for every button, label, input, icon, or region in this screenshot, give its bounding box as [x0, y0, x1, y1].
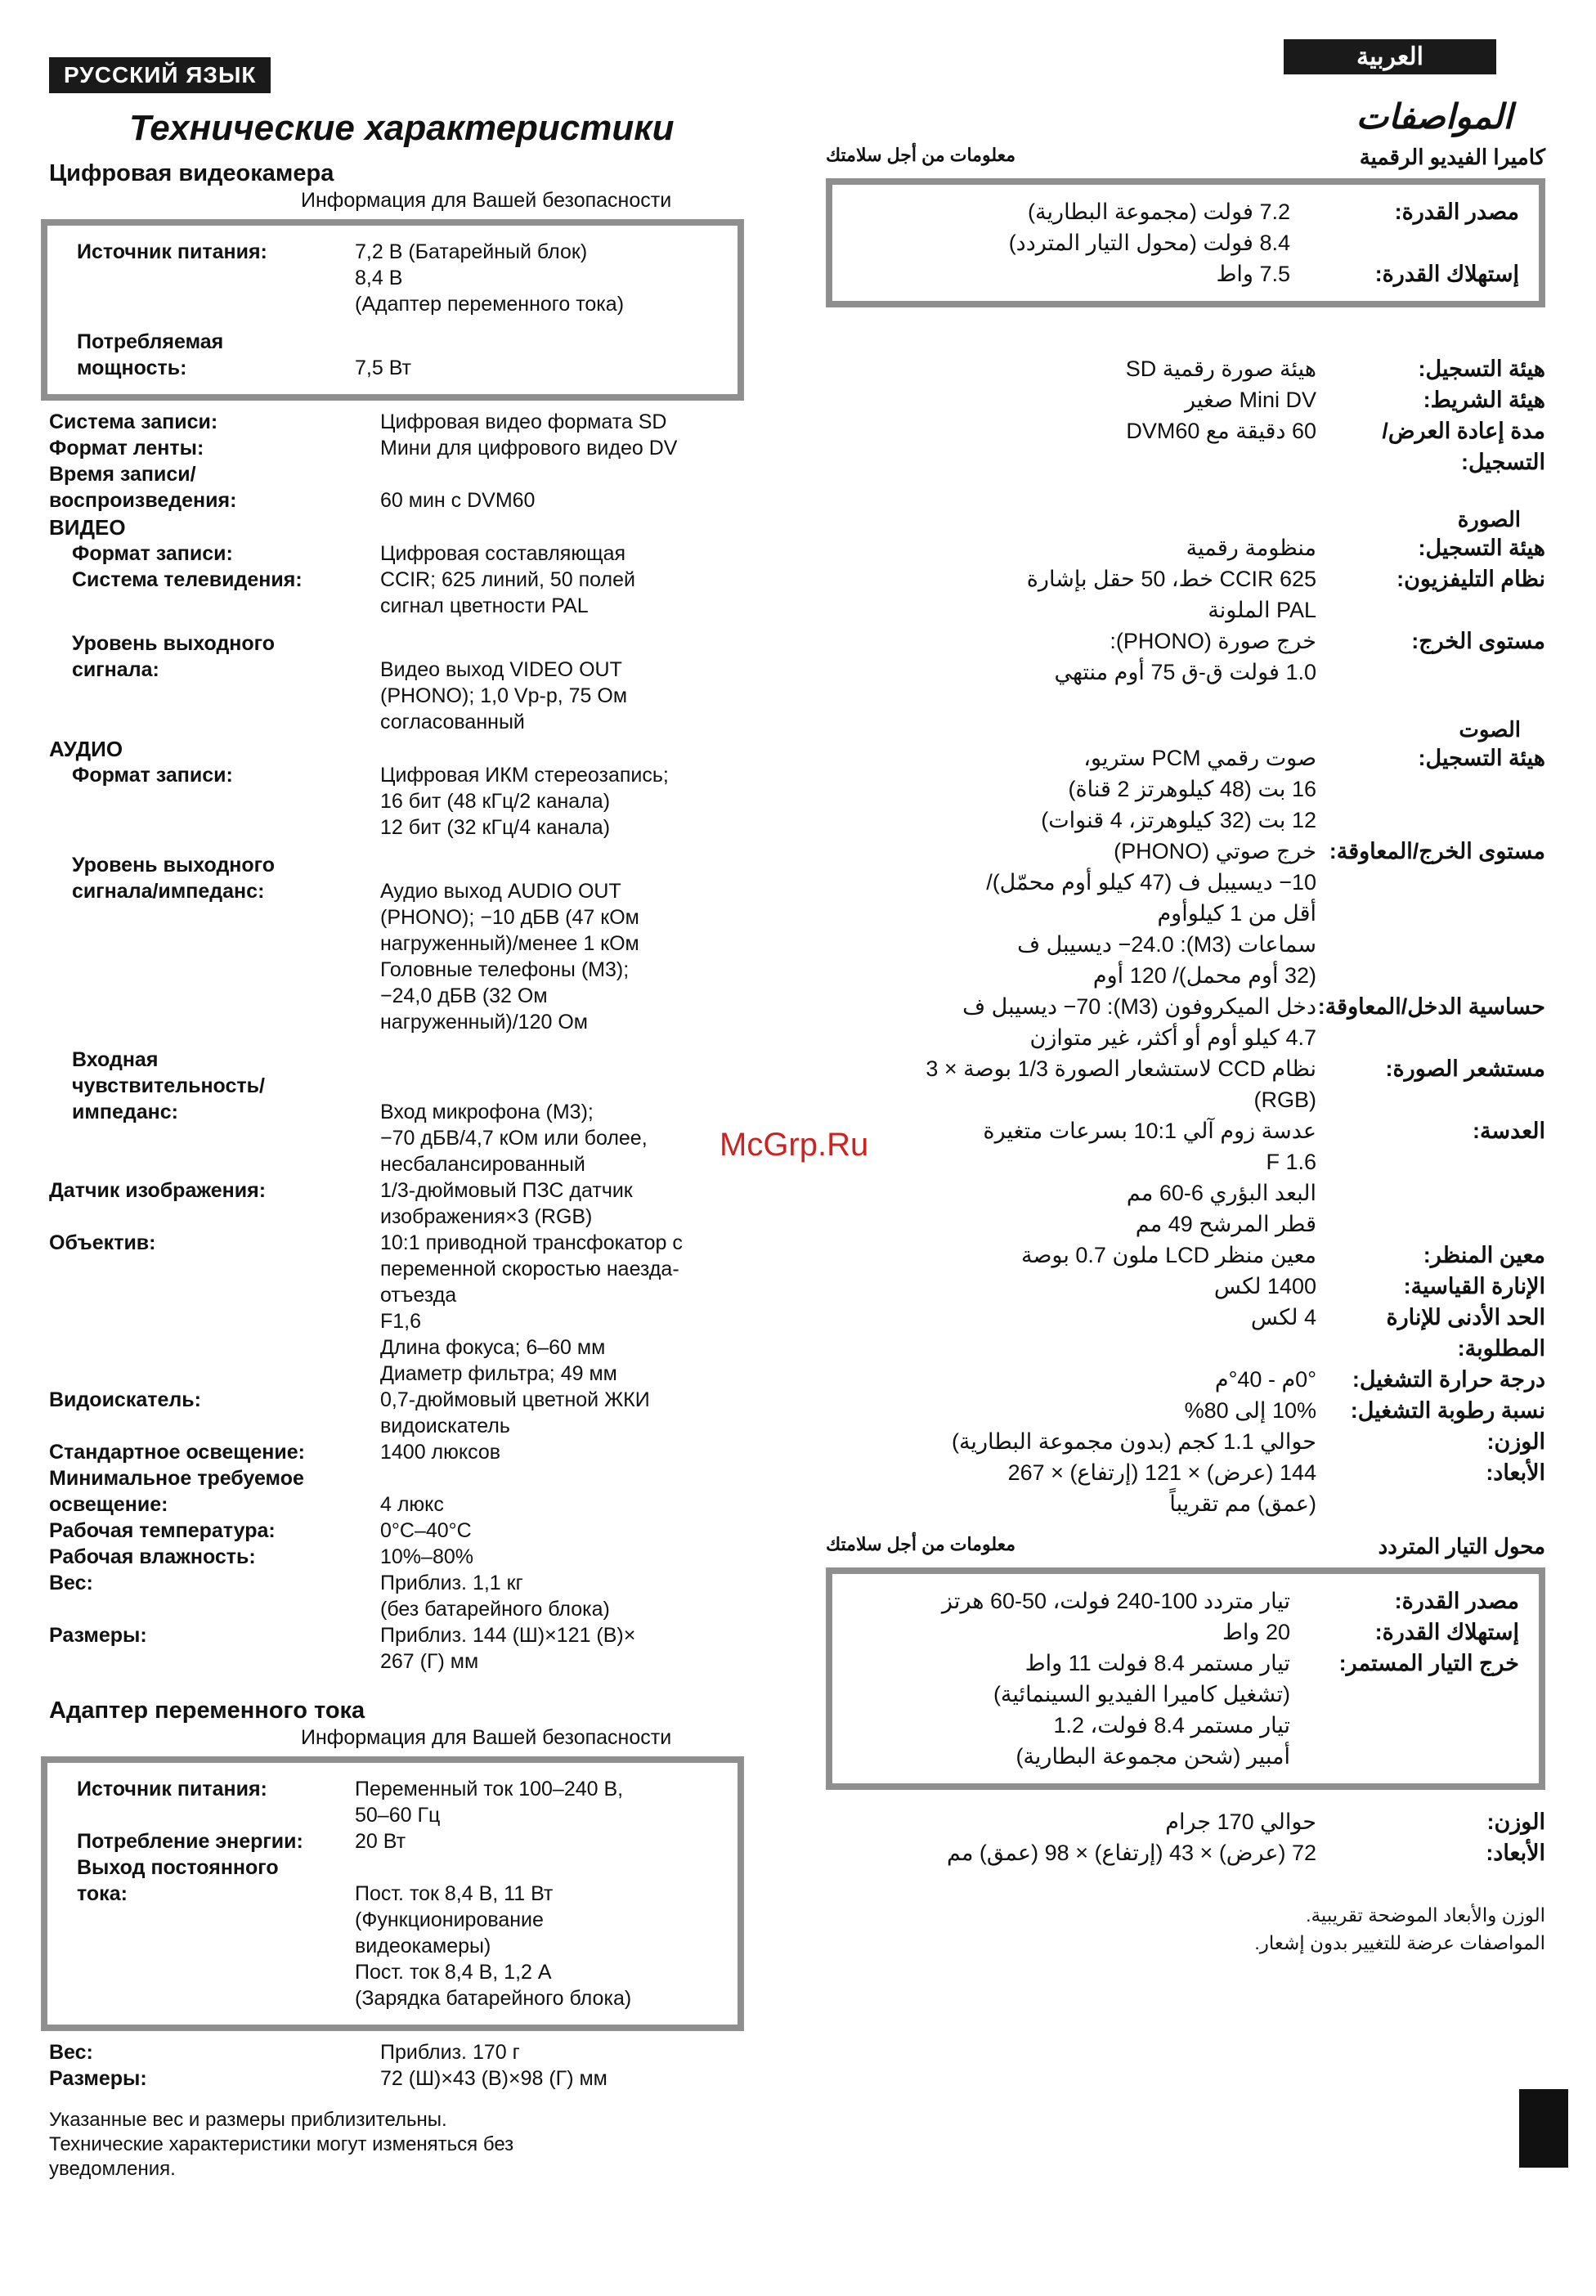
- adapter-safety-box-arabic: [826, 1567, 1545, 1790]
- spec-value: 1400 لكس: [1213, 1274, 1316, 1298]
- spec-row: [49, 2039, 744, 2065]
- spec-row: [826, 1395, 1545, 1426]
- spec-row: [826, 384, 1545, 415]
- spec-label: Входная чувствительность/ импеданс:: [72, 1048, 265, 1123]
- spec-row: [49, 1230, 744, 1387]
- russian-column: [49, 57, 744, 2182]
- spec-value: Видео выход VIDEO OUT (PHONO); 1,0 Vp-p, 75 Ом согласованный: [380, 658, 628, 733]
- spec-label: الإنارة القياسية:: [1403, 1274, 1545, 1298]
- spec-value: Mini DV صغير: [1184, 388, 1316, 412]
- spec-label: Рабочая влажность:: [49, 1545, 256, 1568]
- spec-row: [826, 1457, 1545, 1519]
- adapter-section-title: Адаптер переменного тока: [49, 1697, 365, 1724]
- arabic-camera-header: [826, 145, 1545, 170]
- footnote-arabic: الوزن والأبعاد الموضحة تقريبية. المواصفات عرضة للتغيير بدون إشعار.: [1254, 1904, 1545, 1953]
- spec-label: Система записи:: [49, 410, 218, 433]
- spec-value: 1400 люксов: [380, 1441, 501, 1464]
- safety-note-arabic: معلومات من أجل سلامتك: [826, 145, 1016, 165]
- spec-value: 4 لكس: [1250, 1305, 1316, 1330]
- spec-row: [826, 415, 1545, 478]
- spec-row: [826, 1426, 1545, 1457]
- spec-label: Время записи/ воспроизведения:: [49, 463, 237, 512]
- spec-row: [49, 1439, 744, 1465]
- spec-label: Потребляемая мощность:: [77, 330, 224, 379]
- spec-label: هيئة الشريط:: [1423, 388, 1545, 412]
- video-heading-arabic: الصورة: [1457, 507, 1521, 531]
- language-tag-arabic: العربية: [1284, 39, 1496, 74]
- spec-value: 7.2 فولت (مجموعة البطارية) 8.4 فولت (محول التيار المتردد): [1008, 200, 1290, 255]
- spec-value: Мини для цифрового видео DV: [380, 437, 678, 460]
- adapter-section-title-arabic: محول التيار المتردد: [1378, 1534, 1545, 1558]
- spec-row: [49, 1177, 744, 1230]
- spec-label: Объектив:: [49, 1231, 156, 1254]
- spec-label: مصدر القدرة:: [1394, 1589, 1519, 1613]
- spec-value: Приблиз. 170 г: [380, 2041, 520, 2064]
- spec-row: [826, 1837, 1545, 1868]
- spec-value: حوالي 1.1 كجم (بدون مجموعة البطارية): [951, 1429, 1316, 1454]
- adapter-safety-note: Информация для Вашей безопасности: [301, 1726, 672, 1749]
- spec-label: حساسية الدخل/المعاوقة:: [1317, 994, 1545, 1019]
- spec-row: [49, 1544, 744, 1570]
- spec-value: 72 (عرض) × 43 (إرتفاع) × 98 (عمق) مم: [946, 1841, 1316, 1865]
- spec-value: 60 دقيقة مع DVM60: [1126, 419, 1316, 443]
- spec-row: [49, 762, 744, 841]
- spec-row: [852, 1617, 1519, 1648]
- spec-value: صوت رقمي PCM ستريو، 16 بت (48 كيلوهرتز 2 قناة) 12 بت (32 كيلوهرتز، 4 قنوات): [1041, 746, 1316, 832]
- arabic-column: [826, 39, 1545, 1957]
- spec-label: هيئة التسجيل:: [1418, 536, 1545, 560]
- safety-note: Информация для Вашей безопасности: [301, 189, 672, 212]
- spec-value: 1/3-дюймовый ПЗС датчик изображения×3 (RGB): [380, 1179, 633, 1228]
- spec-label: إستهلاك القدرة:: [1374, 1620, 1519, 1644]
- spec-value: عدسة زوم آلي 10:1 بسرعات متغيرة F 1.6 البعد البؤري 6-60 مم قطر المرشح 49 مم: [983, 1119, 1316, 1236]
- spec-value: معين منظر LCD ملون 0.7 بوصة: [1021, 1243, 1316, 1267]
- spec-row: [49, 567, 744, 619]
- safety-box: [41, 219, 744, 401]
- spec-label: الأبعاد:: [1486, 1841, 1545, 1865]
- spec-label: Формат записи:: [72, 542, 233, 565]
- spec-label: Источник питания:: [77, 240, 267, 263]
- spec-label: هيئة التسجيل:: [1418, 746, 1545, 770]
- spec-value: CCIR; 625 линий, 50 полей сигнал цветности PAL: [380, 568, 635, 617]
- spec-row: [826, 626, 1545, 688]
- spec-label: Минимальное требуемое освещение:: [49, 1467, 304, 1516]
- spec-value: 7,5 Вт: [355, 357, 411, 379]
- spec-label: مستوى الخرج/المعاوقة:: [1329, 839, 1545, 863]
- spec-row: [826, 1053, 1545, 1115]
- spec-label: Потребление энергии:: [77, 1830, 303, 1853]
- spec-label: Размеры:: [49, 1624, 147, 1647]
- spec-value: خرج صوتي (PHONO) ‎−10 ديسيبل ف (47 كيلو أوم محمّل)/ أقل من 1 كيلوأوم سماعات (M3): ‎−24.0 ديسيبل ف (32 أوم محمل)/ 120 أوم: [986, 839, 1316, 988]
- spec-row: [852, 1648, 1519, 1772]
- spec-row: [49, 630, 744, 735]
- spec-value: نظام CCD لاستشعار الصورة 1/3 بوصة × 3 (RGB): [926, 1056, 1316, 1112]
- spec-label: Формат ленты:: [49, 437, 204, 460]
- spec-value: Цифровая видео формата SD: [380, 410, 667, 433]
- spec-label: Вес:: [49, 1572, 93, 1594]
- language-tag-russian: РУССКИЙ ЯЗЫК: [49, 57, 271, 93]
- adapter-safety-note-arabic: معلومات من أجل سلامتك: [826, 1534, 1016, 1554]
- spec-value: 0,7-дюймовый цветной ЖКИ видоискатель: [380, 1388, 650, 1437]
- spec-label: Выход постоянного тока:: [77, 1856, 279, 1905]
- spec-label: الأبعاد:: [1486, 1460, 1545, 1485]
- footnote-russian: Указанные вес и размеры приблизительны. Технические характеристики могут изменяться без уведомления.: [49, 2109, 514, 2180]
- spec-value: 144 (عرض) × 121 (إرتفاع) × 267 (عمق) مم تقريباً: [1007, 1460, 1316, 1516]
- audio-heading-arabic: الصوت: [1459, 717, 1521, 742]
- spec-value: خرج صورة (PHONO): 1.0 فولت ق-ق 75 أوم منتهي: [1054, 629, 1316, 684]
- adapter-safety-box: [41, 1756, 744, 2031]
- spec-row: [77, 329, 723, 381]
- spec-label: معين المنظر:: [1423, 1243, 1545, 1267]
- spec-row: [826, 991, 1545, 1053]
- spec-label: نسبة رطوبة التشغيل:: [1350, 1398, 1545, 1423]
- spec-label: Датчик изображения:: [49, 1179, 267, 1202]
- spec-row: [826, 1364, 1545, 1395]
- spec-label: Размеры:: [49, 2067, 147, 2090]
- spec-label: العدسة:: [1472, 1119, 1545, 1143]
- spec-label: Источник питания:: [77, 1778, 267, 1800]
- spec-value: 72 (Ш)×43 (В)×98 (Г) мм: [380, 2067, 607, 2090]
- spec-value: 7,2 В (Батарейный блок) 8,4 В (Адаптер переменного тока): [355, 240, 625, 316]
- spec-label: مصدر القدرة:: [1394, 200, 1519, 224]
- spec-label: Стандартное освещение:: [49, 1441, 305, 1464]
- spec-label: الوزن:: [1486, 1809, 1545, 1834]
- spec-row: [77, 1776, 723, 1828]
- spec-value: 10% إلى 80%: [1184, 1398, 1316, 1423]
- spec-value: 10:1 приводной трансфокатор с переменной скоростью наезда- отъезда F1,6 Длина фокуса; 6–60 мм Диаметр фильтра; 49 мм: [380, 1231, 683, 1385]
- spec-row: [77, 239, 723, 317]
- spec-label: Видоискатель:: [49, 1388, 201, 1411]
- spec-label: خرج التيار المستمر:: [1338, 1651, 1519, 1675]
- spec-row: [49, 1465, 744, 1518]
- spec-value: Аудио выход AUDIO OUT (PHONO); −10 дБВ (47 кОм нагруженный)/менее 1 кОм Головные телефоны (M3); −24,0 дБВ (32 Ом нагруженный)/120 Ом: [380, 880, 639, 1034]
- spec-row: [49, 461, 744, 513]
- spec-value: Цифровая составляющая: [380, 542, 626, 565]
- spec-value: هيئة صورة رقمية SD: [1125, 357, 1316, 381]
- spec-row: [826, 742, 1545, 836]
- spec-label: مستشعر الصورة:: [1385, 1056, 1545, 1081]
- spec-label: الوزن:: [1486, 1429, 1545, 1454]
- spec-value: Пост. ток 8,4 В, 11 Вт (Функционирование видеокамеры) Пост. ток 8,4 В, 1,2 А (Зарядка батарейного блока): [355, 1882, 632, 2010]
- spec-label: Уровень выходного сигнала:: [72, 632, 276, 681]
- page-title-arabic: المواصفات: [1356, 97, 1513, 136]
- spec-label: Вес:: [49, 2041, 93, 2064]
- spec-label: مستوى الخرج:: [1411, 629, 1545, 653]
- spec-value: 10%–80%: [380, 1545, 473, 1568]
- spec-label: الحد الأدنى للإنارة المطلوبة:: [1386, 1305, 1545, 1361]
- spec-row: [49, 1518, 744, 1544]
- page-edge-marker: [1519, 2089, 1568, 2168]
- spec-row: [77, 1854, 723, 2011]
- spec-value: 60 мин с DVM60: [380, 489, 536, 512]
- spec-value: دخل الميكروفون (M3): ‎−70 ديسيبل ف 4.7 كيلو أوم أو أكثر، غير متوازن: [962, 994, 1316, 1050]
- watermark: McGrp.Ru: [720, 1127, 869, 1163]
- spec-value: حوالي 170 جرام: [1165, 1809, 1316, 1834]
- spec-row: [49, 1622, 744, 1675]
- spec-row: [826, 1302, 1545, 1364]
- spec-row: [826, 1115, 1545, 1240]
- spec-row: [826, 563, 1545, 626]
- camera-section-title-arabic: كاميرا الفيديو الرقمية: [1359, 145, 1545, 169]
- spec-value: Цифровая ИКМ стереозапись; 16 бит (48 кГц/2 канала) 12 бит (32 кГц/4 канала): [380, 764, 669, 839]
- spec-row: [852, 258, 1519, 289]
- spec-row: [852, 1585, 1519, 1617]
- spec-row: [826, 532, 1545, 563]
- spec-label: Формат записи:: [72, 764, 233, 787]
- spec-row: [826, 1240, 1545, 1271]
- spec-label: Система телевидения:: [72, 568, 303, 591]
- camera-section-title: Цифровая видеокамера: [49, 160, 334, 186]
- spec-value: 20 واط: [1222, 1620, 1290, 1644]
- spec-label: درجة حرارة التشغيل:: [1352, 1367, 1545, 1392]
- audio-heading: АУДИО: [49, 737, 123, 761]
- spec-value: 0°م - 40°م: [1214, 1367, 1316, 1392]
- spec-label: هيئة التسجيل:: [1418, 357, 1545, 381]
- page-title-russian: Технические характеристики: [129, 108, 675, 148]
- spec-row: [49, 435, 744, 461]
- spec-value: 7.5 واط: [1216, 262, 1290, 286]
- spec-value: منظومة رقمية: [1186, 536, 1316, 560]
- spec-row: [826, 353, 1545, 384]
- spec-row: [826, 1806, 1545, 1837]
- spec-row: [77, 1828, 723, 1854]
- spec-value: Переменный ток 100–240 В, 50–60 Гц: [355, 1778, 624, 1827]
- spec-value: 0°C–40°C: [380, 1519, 472, 1542]
- spec-row: [852, 196, 1519, 258]
- spec-row: [49, 1047, 744, 1177]
- arabic-adapter-header: [826, 1534, 1545, 1559]
- spec-row: [826, 836, 1545, 991]
- spec-value: Приблиз. 1,1 кг (без батарейного блока): [380, 1572, 610, 1621]
- safety-box-arabic: [826, 178, 1545, 307]
- video-heading: ВИДЕО: [49, 515, 126, 540]
- spec-value: 4 люкс: [380, 1493, 444, 1516]
- spec-label: نظام التليفزيون:: [1396, 567, 1545, 591]
- spec-value: تيار مستمر 8.4 فولت 11 واط (تشغيل كاميرا الفيديو السينمائية) تيار مستمر 8.4 فولت، 1.2 أمبير (شحن مجموعة البطارية): [993, 1651, 1290, 1769]
- spec-row: [49, 1570, 744, 1622]
- spec-value: Вход микрофона (M3); −70 дБВ/4,7 кОм или более, несбалансированный: [380, 1101, 648, 1176]
- spec-label: Рабочая температура:: [49, 1519, 276, 1542]
- spec-label: إستهلاك القدرة:: [1374, 262, 1519, 286]
- spec-value: Приблиз. 144 (Ш)×121 (В)× 267 (Г) мм: [380, 1624, 636, 1673]
- spec-value: تيار متردد 100-240 فولت، 50-60 هرتز: [941, 1589, 1290, 1613]
- spec-value: CCIR 625 خط، 50 حقل بإشارة PAL الملونة: [1026, 567, 1316, 622]
- spec-row: [49, 540, 744, 567]
- spec-label: مدة إعادة العرض/التسجيل:: [1382, 419, 1545, 474]
- spec-row: [49, 409, 744, 435]
- spec-row: [49, 2065, 744, 2092]
- spec-value: 20 Вт: [355, 1830, 406, 1853]
- spec-row: [826, 1271, 1545, 1302]
- spec-label: Уровень выходного сигнала/импеданс:: [72, 854, 276, 903]
- spec-row: [49, 1387, 744, 1439]
- spec-row: [49, 852, 744, 1035]
